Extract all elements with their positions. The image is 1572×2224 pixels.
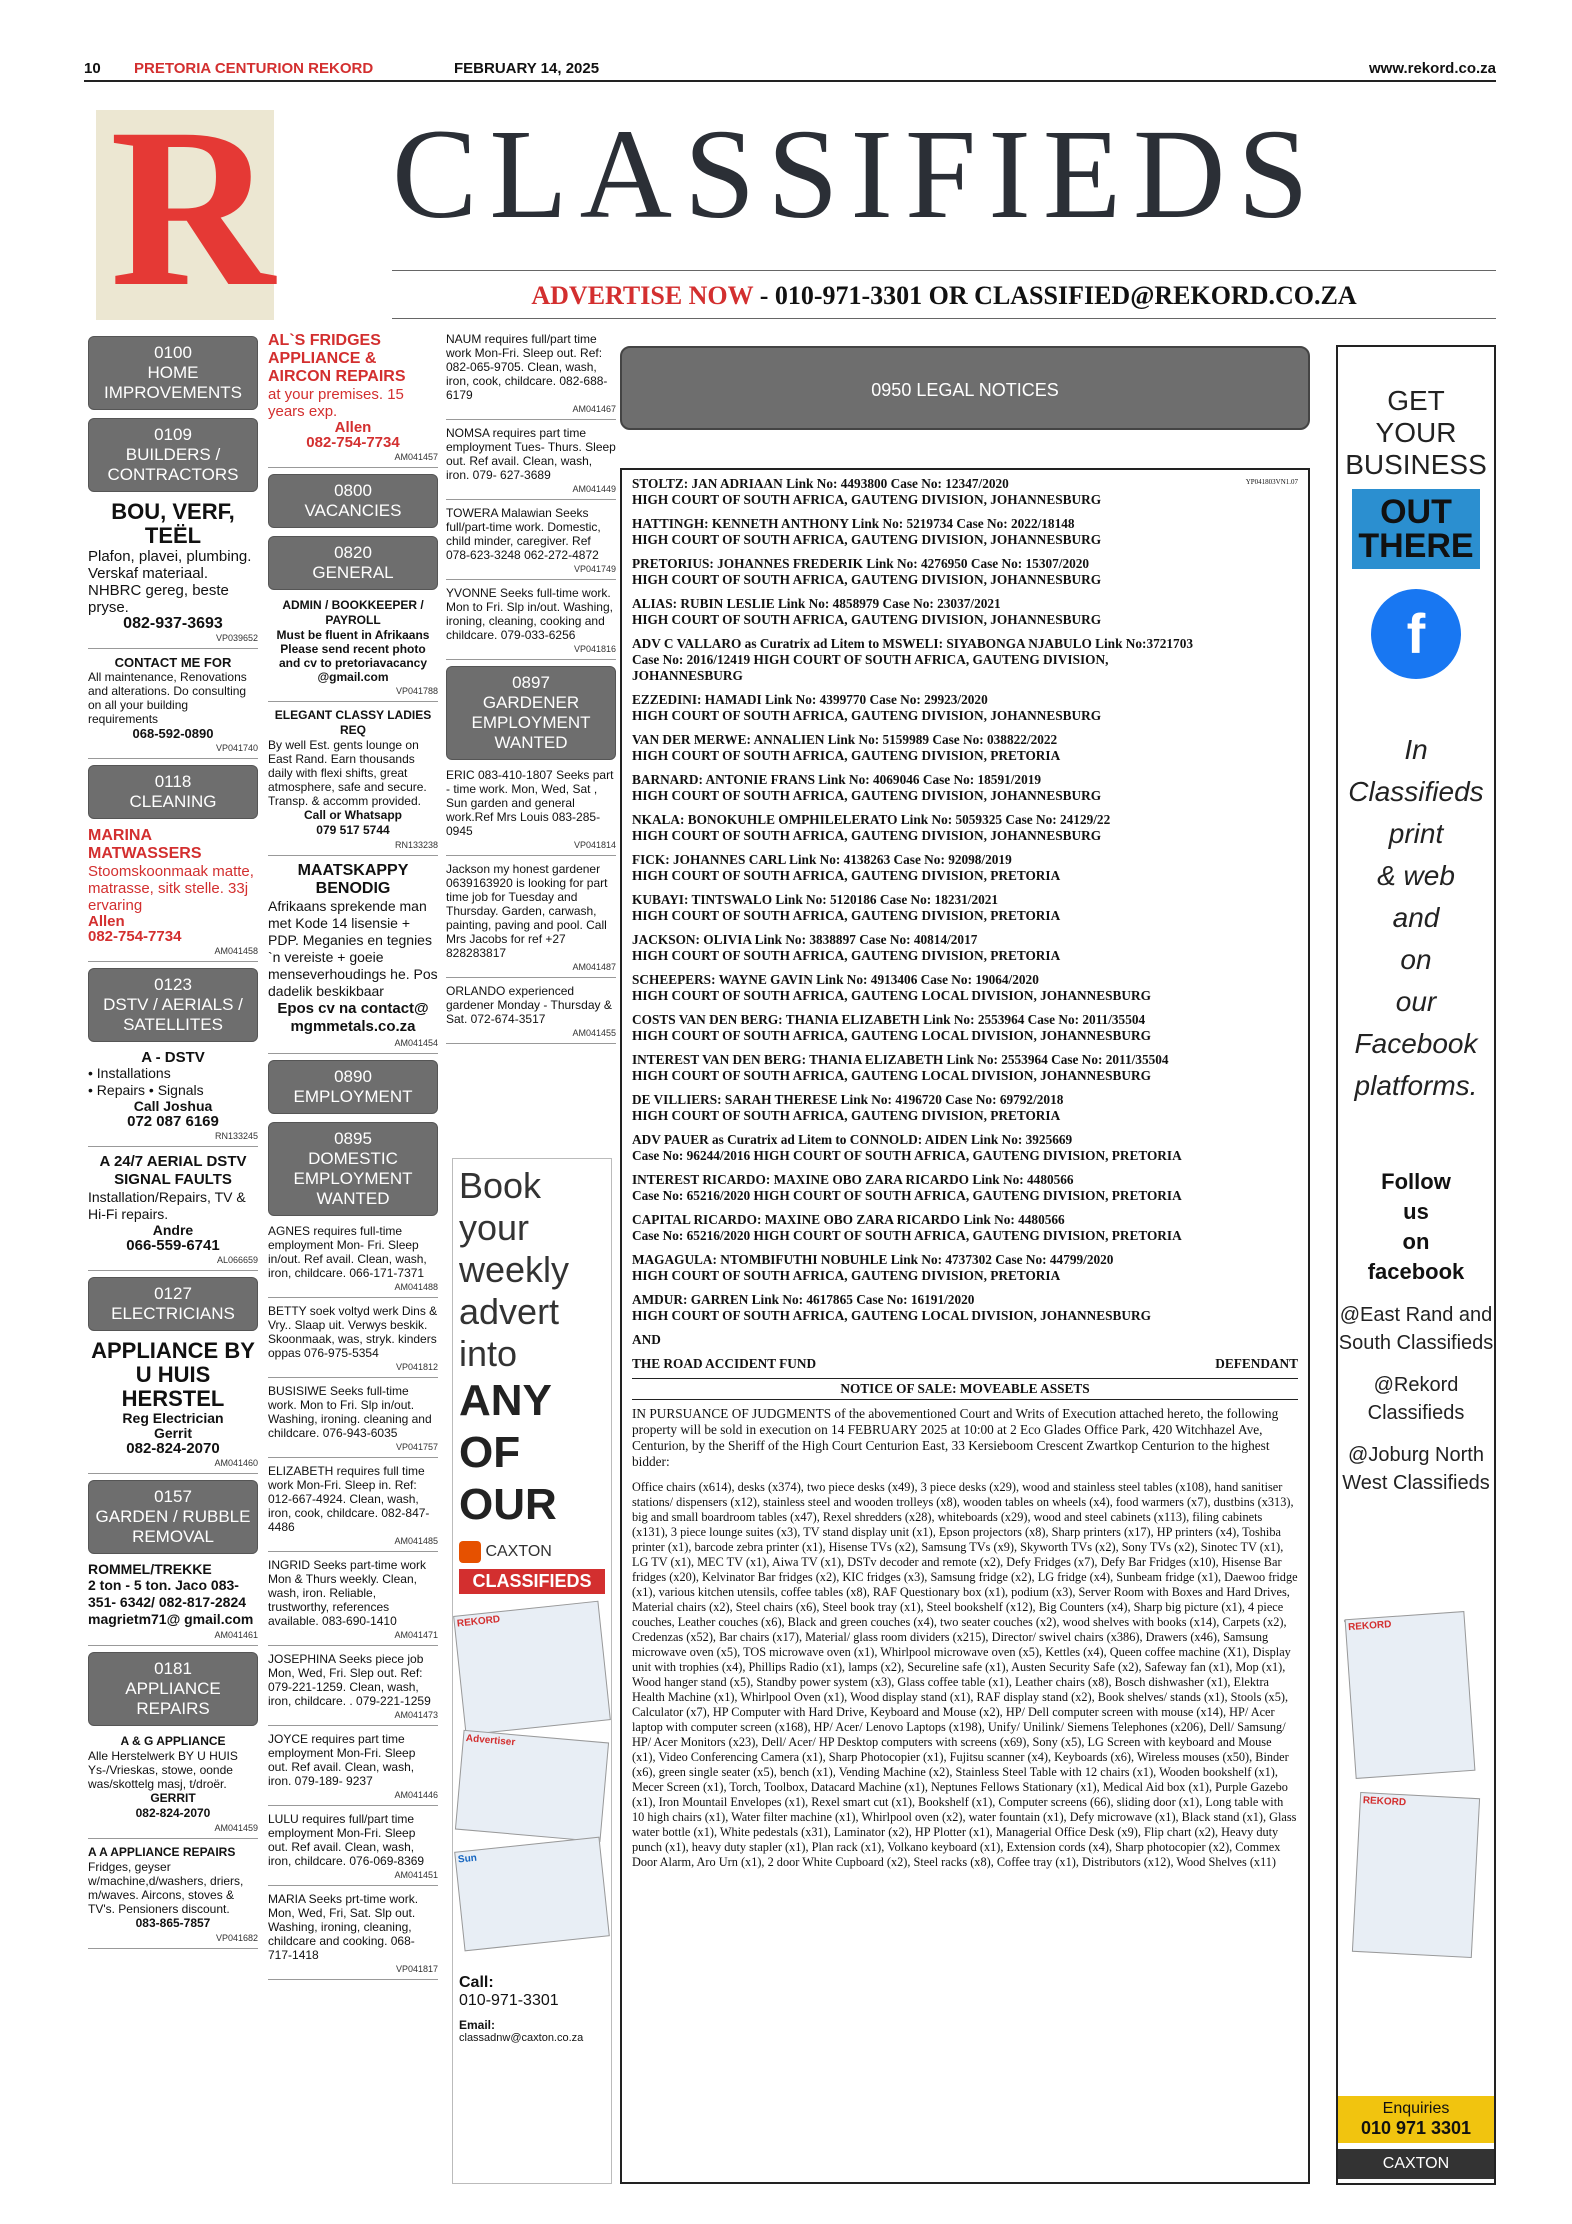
classified-ad	[268, 1304, 438, 1378]
section-title: CLASSIFIEDS	[392, 103, 1321, 245]
ad-heading: CONTACT ME FOR	[114, 655, 232, 670]
ad-contact: Epos cv na contact@ mgmmetals.co.za	[277, 1000, 429, 1035]
ad-contact: Call or Whatsapp	[303, 808, 402, 822]
classified-ad	[268, 1892, 438, 1980]
ad-ref: AM041458	[214, 946, 258, 956]
promo-text: weekly	[459, 1249, 570, 1290]
call-phone: 010-971-3301	[459, 1992, 559, 2009]
advertise-lead: ADVERTISE NOW	[531, 281, 754, 310]
thumb-title: REKORD	[1347, 1619, 1392, 1634]
newspaper-thumb	[1345, 1611, 1476, 1779]
ad-ref: VP041740	[215, 743, 258, 753]
promo-line: GET YOUR BUSINESS	[1345, 385, 1487, 480]
legal-notices-box	[620, 468, 1310, 2184]
section-header: 0890 EMPLOYMENT	[268, 1060, 438, 1114]
thumb-title: Advertiser	[465, 1733, 516, 1749]
classifieds-badge: CLASSIFIEDS	[459, 1569, 605, 1594]
email-label: Email:	[459, 2018, 496, 2032]
section-header: 0123 DSTV / AERIALS / SATELLITES	[88, 968, 258, 1042]
ad-phone: 068-592-0890	[132, 726, 214, 741]
ad-body: YVONNE Seeks full-time work. Mon to Fri. Slp in/out. Washing, ironing, cleaning, cooking and childcare. 079-033-6256	[446, 586, 613, 642]
ad-phone: 082-824-2070	[135, 1806, 211, 1820]
newspaper-thumb	[454, 1837, 610, 1952]
classified-ad	[446, 586, 616, 660]
promo-italic: In Classifieds print & web and on our Facebook platforms.	[1348, 734, 1484, 1101]
classified-ad	[88, 1562, 258, 1646]
ad-body: NOMSA requires part time employment Tues- Thurs. Sleep out. Ref avail. Clean, wash, iron. 079- 627-3689	[446, 426, 616, 482]
classified-ad	[268, 1224, 438, 1298]
domestic-ads-cont	[446, 332, 616, 660]
ad-body: ELIZABETH requires full time work Mon-Fri. Sleep in. Ref: 012-667-4924. Clean, wash, iron, cook, childcare. 082-847-4486	[268, 1464, 430, 1534]
enquiries-label: Enquiries	[1382, 2100, 1450, 2117]
thumb-title: Sun	[457, 1852, 478, 1866]
classified-ad	[446, 426, 616, 500]
classified-ad	[88, 1153, 258, 1271]
ad-ref: AM041467	[572, 404, 616, 414]
classified-ad	[88, 1845, 258, 1949]
classified-ad	[88, 827, 258, 962]
newspaper-thumb	[453, 1601, 611, 1736]
ad-phone: 066-559-6741	[126, 1237, 220, 1254]
legal-entry: KUBAYI: TINTSWALO Link No: 5120186 Case No: 18231/2021 HIGH COURT OF SOUTH AFRICA, GAUTENG DIVISION, PRETORIA	[632, 892, 1061, 923]
promo-bold: OF	[459, 1428, 521, 1477]
ad-ref: AM041488	[394, 1282, 438, 1292]
ad-ref: RN133245	[214, 1131, 258, 1141]
ad-body: Must be fluent in Afrikaans Please send recent photo and cv to pretoriavacancy @gmail.com	[276, 628, 430, 684]
classified-ad	[446, 984, 616, 1044]
newspaper-thumbnails	[1347, 1615, 1480, 2005]
ad-heading: APPLIANCE BY U HUIS HERSTEL	[91, 1338, 255, 1411]
classified-ad	[268, 1558, 438, 1646]
ad-phone: 082-754-7734	[306, 434, 400, 451]
ad-ref: AM041473	[394, 1710, 438, 1720]
classifieds-column-3	[446, 332, 616, 1050]
ad-body: Alle Herstelwerk BY U HUIS Ys-/Vrieskas, stowe, oonde was/skottelg masj, t/droër.	[88, 1749, 238, 1791]
follow-us: Follow us on facebook	[1367, 1169, 1465, 1284]
ad-heading: A A APPLIANCE REPAIRS	[88, 1845, 236, 1859]
ad-ref: VP041816	[573, 644, 616, 654]
classified-ad	[268, 1812, 438, 1886]
ad-contact: Gerrit	[153, 1425, 193, 1441]
ad-body: Reg Electrician	[122, 1410, 224, 1426]
asset-list: Office chairs (x614), desks (x374), two piece desks (x49), 3 piece desks (x29), wood and stainless steel tables (x108), hand sanitiser stations/ dispensers (x12), stainless steel and wooden trolleys (x8), wooden tables on wheels (x4), food warmers (x7), dustbins (x313), big and small boardroom tables (x47), Rexel shredders (x28), whiteboards (x29), wood and steel cabinets (x113), filing cabinets (x131), 3 piece lounge suites (x3), TV stand display unit (x1), Epson projectors (x8), Sharp printers (x17), HP printers (x4), Toshiba printer (x1), barcode zebra printer (x1), Hisense TVs (x2), Samsung TVs (x9), Skyworth TVs (x2), Sony TVs (x2), Sinotec TV (x1), LG TV (x1), MEC TV (x1), Aiwa TV (x1), DSTv decoder and remote (x2), Defy Fridges (x7), Defy Bar Fridges (x10), Hisense Bar fridges (x20), Kelvinator Bar fridges (x2), KIC fridges (x3), Samsung fridge (x2), LG fridge (x4), Sunbeam fridge (x1), Daewoo fridge (x1), various kitchen utensils, coffee tables (x8), RAF Questionary box (x1), podium (x3), Server Room with Boxes and Hard Drives, Material chairs (x2), Steel chairs (x6), Steel book tray (x1), Steel bookshelf (x12), Big Counters (x4), Sharp big picture (x1), 4 piece couches, Leather couches (x6), Black and green couches (x4), two seater couches (x2), wood shelves with books (x14), Carpets (x2), Credenzas (x52), Bar chairs (x17), Material/ glass room dividers (x215), Director/ swivel chairs (x386), Drawers (x46), Samsung microwave oven (x5), TOS microwave oven (x1), Whirlpool microwave oven (x5), Kettles (x4), Queen coffee machine (X1), Display unit with trophies (x4), Phillips Radio (x1), lamps (x2), Secureline safe (x1), Austen Security Safe (x2), Safeway fan (x1), Mop (x1), Wood hanger stand (x5), Standby power system (x3), Glass coffee table (x1), Leather chairs (x8), Bosch dishwasher (x1), Elektra Health Machine (x1), Whirlpool Oven (x1), Wood display stand (x1), RAF display stand (x2), Book shelves/ stands (x1), Stools (x5), Calculator (x7), HP Computer with Hard Drive, Keyboard and Mouse (x2), HP/ Dell computer screen with mouse (x14), HP/ Acer laptop with computer screen (x168), HP/ Acer/ Lenovo Laptops (x198), Unify/ Unilink/ Siemens Telephones (x206), Dell/ Samsung/ HP/ Acer Monitors (x23), Dell/ Acer/ HP Desktop computers with screens (x69), Sony (x5), LG Screen with keyboard and Mouse (x1), Video Conferencing Camera (x1), Sharp Photocopier (x1), Fujitsu scanner (x4), Keyboards (x6), Wireless mouses (x50), Binder (x6), green single seater (x5), bench (x1), Vending Machine (x2), Stainless Steel Table with 12 chairs (x1), Wooden bookshelf (x1), Mecer Screen (x1), Torch, Toolbox, Datacard Machine (x1), Neptunes Fellows Stationary (x1), Medical Aid box (x1), Purple Gazebo (x1), Iron Mountail Envelopes (x1), Rexel smart cut (x1), Bookshelf (x1), Computer screens (66), sliding door (x1), Long table with 10 high chairs (x1), Water filter machine (x1), Whirlpool oven (x2), water fountain (x1), Defy microwave (x1), Black stand (x1), Glass water bottle (x1), White pedestals (x31), Laminator (x2), HP Plotter (x1), Managerial Office Desk (x9), Flip chart (x2), Heavy duty punch (x1), heavy duty stapler (x1), Plan rack (x1), Volkano keyboard (x1), Extension cords (x4), Sharp photocopier (x2), Commex Door Alarm, Aro Urn (x1), 2 door White Cupboard (x2), Steel racks (x8), Coffee tray (x1), Distributors (x12), Wood Shelves (x11)	[632, 1480, 1298, 1869]
ad-ref: YP041803VN1.07	[1245, 478, 1298, 486]
enquiries-badge	[1338, 2096, 1494, 2143]
ad-heading: A - DSTV	[141, 1049, 205, 1066]
legal-entry: STOLTZ: JAN ADRIAAN Link No: 4493800 Case No: 12347/2020 HIGH COURT OF SOUTH AFRICA, GAUTENG DIVISION, JOHANNESBURG	[632, 476, 1102, 507]
email-address[interactable]: classadnw@caxton.co.za	[459, 2032, 584, 2044]
ad-heading: ELEGANT CLASSY LADIES REQ	[274, 708, 432, 737]
classified-ad	[88, 1734, 258, 1839]
classified-ad	[88, 1050, 258, 1147]
domestic-ads	[268, 1224, 438, 1980]
legal-entry: COSTS VAN DEN BERG: THANIA ELIZABETH Link No: 2553964 Case No: 2011/35504 HIGH COURT OF SOUTH AFRICA, GAUTENG LOCAL DIVISION, JOHANNESBURG	[632, 1012, 1151, 1043]
ad-phone: 082-937-3693	[123, 615, 223, 632]
ad-body: • Installations • Repairs • Signals	[88, 1065, 204, 1098]
ad-ref: AM041460	[214, 1458, 258, 1468]
classified-ad	[446, 506, 616, 580]
classifieds-column-1	[88, 332, 258, 1955]
ad-body: Stoomskoonmaak matte, matrasse, sitk stelle. 33j ervaring	[88, 863, 254, 914]
legal-entry: VAN DER MERWE: ANNALIEN Link No: 5159989 Case No: 038822/2022 HIGH COURT OF SOUTH AFRICA, GAUTENG DIVISION, PRETORIA	[632, 732, 1061, 763]
classified-ad	[268, 862, 438, 1054]
ad-body: Jackson my honest gardener 0639163920 is looking for part time job for Tuesday and Thursday. Garden, carwash, painting, paving and pool. Call Mrs Jacobs for ref +27 828283817	[446, 862, 608, 960]
ad-ref: AM041454	[394, 1038, 438, 1048]
ad-contact: GERRIT	[150, 1791, 196, 1805]
ad-body: INGRID Seeks part-time work Mon & Thurs weekly. Clean, wash, iron. Reliable, trustworthy, references available. 083-690-1410	[268, 1558, 427, 1628]
classified-ad	[88, 655, 258, 759]
ad-phone: 072 087 6169	[127, 1113, 219, 1130]
enquiries-phone: 010 971 3301	[1360, 2118, 1472, 2138]
newspaper-thumb	[455, 1730, 609, 1842]
ad-body: ORLANDO experienced gardener Monday - Thursday & Sat. 072-674-3517	[446, 984, 612, 1026]
ad-contact: Allen	[334, 419, 372, 436]
ad-ref: VP041812	[395, 1362, 438, 1372]
ad-ref: AL066659	[216, 1255, 258, 1265]
legal-entry: AMDUR: GARREN Link No: 4617865 Case No: 16191/2020 HIGH COURT OF SOUTH AFRICA, GAUTENG LOCAL DIVISION, JOHANNESBURG	[632, 1292, 1151, 1323]
legal-entries	[632, 476, 1298, 1324]
ad-ref: VP041788	[395, 686, 438, 696]
legal-entry: ALIAS: RUBIN LESLIE Link No: 4858979 Case No: 23037/2021 HIGH COURT OF SOUTH AFRICA, GAUTENG DIVISION, JOHANNESBURG	[632, 596, 1102, 627]
ad-ref: AM041451	[394, 1870, 438, 1880]
promo-text: advert	[459, 1291, 560, 1332]
promo-text: your	[459, 1207, 530, 1248]
section-header: 0895 DOMESTIC EMPLOYMENT WANTED	[268, 1122, 438, 1216]
promo-bold: OUR	[459, 1480, 557, 1529]
classified-ad	[268, 708, 438, 856]
facebook-group[interactable]: @Rekord Classifieds	[1367, 1374, 1465, 1424]
section-logo	[96, 82, 275, 334]
caxton-logo	[459, 1541, 605, 1563]
publication-name: PRETORIA CENTURION REKORD	[134, 60, 374, 77]
classified-ad	[268, 1464, 438, 1552]
page-number: 10	[84, 60, 101, 77]
section-header: 0127 ELECTRICIANS	[88, 1277, 258, 1331]
ad-ref: VP039652	[215, 633, 258, 643]
ad-body: 2 ton - 5 ton. Jaco 083-351- 6342/ 082-817-2824 magrietm71@ gmail.com	[88, 1577, 254, 1627]
ad-ref: AM041487	[572, 962, 616, 972]
classified-ad	[446, 768, 616, 856]
classified-ad	[268, 332, 438, 468]
classified-ad	[268, 1652, 438, 1726]
facebook-group[interactable]: @East Rand and South Classifieds	[1338, 1304, 1494, 1354]
ad-ref: VP041817	[395, 1964, 438, 1974]
ad-body: LULU requires full/part time employment Mon-Fri. Sleep out. Ref avail. Clean, wash, iron, childcare. 076-069-8369	[268, 1812, 425, 1868]
facebook-group[interactable]: @Joburg North West Classifieds	[1342, 1444, 1490, 1494]
classified-ad	[446, 862, 616, 978]
ad-body: TOWERA Malawian Seeks full/part-time work. Domestic, child minder, caregiver. Ref 078-623-3248 062-272-4872	[446, 506, 601, 562]
ad-heading: MARINA MATWASSERS	[88, 827, 202, 862]
legal-and: AND	[632, 1332, 661, 1347]
ad-body: JOYCE requires part time employment Mon-Fri. Sleep out. Ref avail. Clean, wash, iron. 079-189- 9237	[268, 1732, 416, 1788]
legal-entry: DE VILLIERS: SARAH THERESE Link No: 4196720 Case No: 69792/2018 HIGH COURT OF SOUTH AFRICA, GAUTENG DIVISION, PRETORIA	[632, 1092, 1064, 1123]
ad-ref: VP041749	[573, 564, 616, 574]
ad-body: JOSEPHINA Seeks piece job Mon, Wed, Fri. Slep out. Ref: 079-221-1259. Clean, wash, iron, childcare. . 079-221-1259	[268, 1652, 431, 1708]
ad-phone: 079 517 5744	[316, 823, 390, 837]
caxton-text: CAXTON	[485, 1543, 552, 1561]
promo-text: Book	[459, 1165, 542, 1206]
ad-phone: 082-754-7734	[88, 928, 182, 945]
ad-phone: 082-824-2070	[126, 1440, 220, 1457]
ad-ref: AM041485	[394, 1536, 438, 1546]
advertise-contact: - 010-971-3301 OR CLASSIFIED@REKORD.CO.ZA	[753, 281, 1357, 310]
legal-entry: JACKSON: OLIVIA Link No: 3838897 Case No: 40814/2017 HIGH COURT OF SOUTH AFRICA, GAUTENG DIVISION, PRETORIA	[632, 932, 1061, 963]
legal-entry: PRETORIUS: JOHANNES FREDERIK Link No: 4276950 Case No: 15307/2020 HIGH COURT OF SOUTH AFRICA, GAUTENG DIVISION, JOHANNESBURG	[632, 556, 1102, 587]
legal-entry: FICK: JOHANNES CARL Link No: 4138263 Case No: 92098/2019 HIGH COURT OF SOUTH AFRICA, GAUTENG DIVISION, PRETORIA	[632, 852, 1061, 883]
ad-heading: AL`S FRIDGES APPLIANCE & AIRCON REPAIRS	[268, 332, 406, 385]
ad-ref: RN133238	[394, 840, 438, 850]
ad-heading: A 24/7 AERIAL DSTV SIGNAL FAULTS	[99, 1153, 247, 1188]
ad-heading: A & G APPLIANCE	[120, 1734, 226, 1748]
caxton-logo: CAXTON	[1338, 2149, 1494, 2179]
ad-ref: AM041471	[394, 1630, 438, 1640]
section-header: 0820 GENERAL	[268, 536, 438, 590]
classified-ad	[268, 1384, 438, 1458]
pursuance-text: IN PURSUANCE OF JUDGMENTS of the abovementioned Court and Writs of Execution attached hereto, the following property will be sold in execution on 14 FEBRUARY 2025 at 10:00 at 2 Eco Glades Office Park, 420 Witchhazel Ave, Centurion, by the Sheriff of the High Court Centurion East, 33 Kersieboom Crescent Zwartkop Centurion to the highest bidder:	[632, 1406, 1279, 1469]
thumb-title: REKORD	[456, 1614, 501, 1630]
ad-ref: AM041461	[214, 1630, 258, 1640]
issue-date: FEBRUARY 14, 2025	[454, 60, 600, 77]
notice-heading: NOTICE OF SALE: MOVEABLE ASSETS	[632, 1378, 1298, 1400]
ad-body: Plafon, plavei, plumbing. Verskaf materiaal. NHBRC gereg, beste pryse.	[88, 548, 252, 616]
legal-entry: HATTINGH: KENNETH ANTHONY Link No: 5219734 Case No: 2022/18148 HIGH COURT OF SOUTH AFRICA, GAUTENG DIVISION, JOHANNESBURG	[632, 516, 1102, 547]
raf-label: THE ROAD ACCIDENT FUND	[632, 1356, 817, 1371]
classified-ad	[268, 598, 438, 702]
ad-phone: 083-865-7857	[135, 1916, 211, 1930]
legal-entry: EZZEDINI: HAMADI Link No: 4399770 Case No: 29923/2020 HIGH COURT OF SOUTH AFRICA, GAUTENG DIVISION, JOHANNESBURG	[632, 692, 1102, 723]
ad-heading: BOU, VERF, TEËL	[111, 499, 235, 548]
gardener-ads	[446, 768, 616, 1044]
classifieds-column-2	[268, 332, 438, 1986]
facebook-icon: f	[1371, 589, 1461, 679]
ad-ref: VP041757	[395, 1442, 438, 1452]
section-header: 0897 GARDENER EMPLOYMENT WANTED	[446, 666, 616, 760]
newspaper-thumb	[1352, 1792, 1480, 1958]
classified-ad	[268, 1732, 438, 1806]
classified-ad	[88, 500, 258, 649]
ad-contact: Call Joshua	[133, 1098, 213, 1114]
section-header: 0118 CLEANING	[88, 765, 258, 819]
ad-body: Afrikaans sprekende man met Kode 14 lisensie + PDP. Meganies en tegnies `n vereiste + goeie menseverhoudings he. Pos dadelik beskikbaar	[268, 898, 438, 999]
promo-text: into	[459, 1333, 518, 1374]
section-header: 0181 APPLIANCE REPAIRS	[88, 1652, 258, 1726]
legal-entry: NKALA: BONOKUHLE OMPHILELERATO Link No: 5059325 Case No: 24129/22 HIGH COURT OF SOUTH AFRICA, GAUTENG DIVISION, JOHANNESBURG	[632, 812, 1111, 843]
divider	[392, 318, 1496, 319]
ad-ref: AM041455	[572, 1028, 616, 1038]
legal-entry: CAPITAL RICARDO: MAXINE OBO ZARA RICARDO Link No: 4480566 Case No: 65216/2020 HIGH COURT OF SOUTH AFRICA, GAUTENG DIVISION, PRETORIA	[632, 1212, 1182, 1243]
classified-ad	[88, 1339, 258, 1474]
section-header: 0100 HOME IMPROVEMENTS	[88, 336, 258, 410]
ad-body: MARIA Seeks prt-time work. Mon, Wed, Fri, Sat. Slp out. Washing, ironing, cleaning, childcare and cooking. 068-717-1418	[268, 1892, 419, 1962]
ad-body: Installation/Repairs, TV & Hi-Fi repairs.	[88, 1189, 246, 1222]
page-header	[84, 58, 1496, 82]
ad-heading: ADMIN / BOOKKEEPER / PAYROLL	[282, 598, 424, 627]
classified-ad	[446, 332, 616, 420]
ad-body: NAUM requires full/part time work Mon-Fri. Sleep out. Ref: 082-065-9705. Clean, wash, iron, cook, childcare. 082-688-6179	[446, 332, 608, 402]
call-label: Call:	[459, 1974, 494, 1991]
promo-bold: ANY	[459, 1376, 552, 1425]
ad-body: BUSISIWE Seeks full-time work. Mon to Fri. Slp in/out. Washing, ironing. cleaning and childcare. 076-943-6035	[268, 1384, 432, 1440]
legal-entry: INTEREST VAN DEN BERG: THANIA ELIZABETH Link No: 2553964 Case No: 2011/35504 HIGH COURT OF SOUTH AFRICA, GAUTENG LOCAL DIVISION, JOHANNESBURG	[632, 1052, 1169, 1083]
ad-contact: Andre	[152, 1222, 194, 1238]
ad-contact: Allen	[88, 913, 125, 930]
thumb-title: REKORD	[1362, 1795, 1407, 1809]
advertise-banner	[392, 270, 1496, 311]
logo-letter: R	[110, 82, 275, 334]
ad-body: By well Est. gents lounge on East Rand. Earn thousands daily with flexi shifts, great atmosphere, safe and secure. Transp. & accomm provided.	[268, 738, 427, 808]
ad-body: All maintenance, Renovations and alterations. Do consulting on all your building requirements	[88, 670, 247, 726]
ad-ref: AM041459	[214, 1823, 258, 1833]
book-advert-promo	[452, 1158, 612, 2184]
defendant-label: DEFENDANT	[1215, 1356, 1298, 1371]
legal-entry: ADV PAUER as Curatrix ad Litem to CONNOLD: AIDEN Link No: 3925669 Case No: 96244/2016 HIGH COURT OF SOUTH AFRICA, GAUTENG DIVISION, PRETORIA	[632, 1132, 1182, 1163]
legal-entry: BARNARD: ANTONIE FRANS Link No: 4069046 Case No: 18591/2019 HIGH COURT OF SOUTH AFRICA, GAUTENG DIVISION, JOHANNESBURG	[632, 772, 1102, 803]
legal-entry: MAGAGULA: NTOMBIFUTHI NOBUHLE Link No: 4737302 Case No: 44799/2020 HIGH COURT OF SOUTH AFRICA, GAUTENG DIVISION, PRETORIA	[632, 1252, 1114, 1283]
ad-body: at your premises. 15 years exp.	[268, 386, 404, 420]
legal-entry: ADV C VALLARO as Curatrix ad Litem to MSWELI: SIYABONGA NJABULO Link No:3721703 Case No: 2016/12419 HIGH COURT OF SOUTH AFRICA, GAUTENG DIVISION, JOHANNESBURG	[632, 636, 1194, 683]
site-url[interactable]: www.rekord.co.za	[1369, 60, 1496, 77]
section-header: 0109 BUILDERS / CONTRACTORS	[88, 418, 258, 492]
ad-ref: AM041446	[394, 1790, 438, 1800]
ad-ref: VP041682	[215, 1933, 258, 1943]
ad-ref: AM041457	[394, 452, 438, 462]
ad-ref: VP041814	[573, 840, 616, 850]
ad-ref: AM041449	[572, 484, 616, 494]
ad-body: AGNES requires full-time employment Mon- Fri. Sleep in/out. Ref avail. Clean, wash, iron, childcare. 066-171-7371	[268, 1224, 427, 1280]
out-there-badge: OUT THERE	[1352, 489, 1480, 569]
legal-entry: SCHEEPERS: WAYNE GAVIN Link No: 4913406 Case No: 19064/2020 HIGH COURT OF SOUTH AFRICA, GAUTENG LOCAL DIVISION, JOHANNESBURG	[632, 972, 1151, 1003]
section-header: 0950 LEGAL NOTICES	[620, 346, 1310, 430]
legal-entry: INTEREST RICARDO: MAXINE OBO ZARA RICARDO Link No: 4480566 Case No: 65216/2020 HIGH COURT OF SOUTH AFRICA, GAUTENG DIVISION, PRETORIA	[632, 1172, 1182, 1203]
ad-body: ERIC 083-410-1807 Seeks part - time work. Mon, Wed, Sat , Sun garden and general work.Ref Mrs Louis 083-285-0945	[446, 768, 614, 838]
party-line	[632, 1356, 1298, 1372]
section-header: 0800 VACANCIES	[268, 474, 438, 528]
ad-heading: ROMMEL/TREKKE	[88, 1561, 212, 1577]
ad-body: BETTY soek voltyd werk Dins & Vry.. Slaap uit. Verwys beskik. Skoonmaak, was, stryk. kinders oppas 076-975-5354	[268, 1304, 438, 1360]
ad-body: Fridges, geyser w/machine,d/washers, driers, m/waves. Aircons, stoves & TV's. Pensioners discount.	[88, 1860, 244, 1916]
section-header: 0157 GARDEN / RUBBLE REMOVAL	[88, 1480, 258, 1554]
ad-heading: MAATSKAPPY BENODIG	[297, 862, 409, 897]
